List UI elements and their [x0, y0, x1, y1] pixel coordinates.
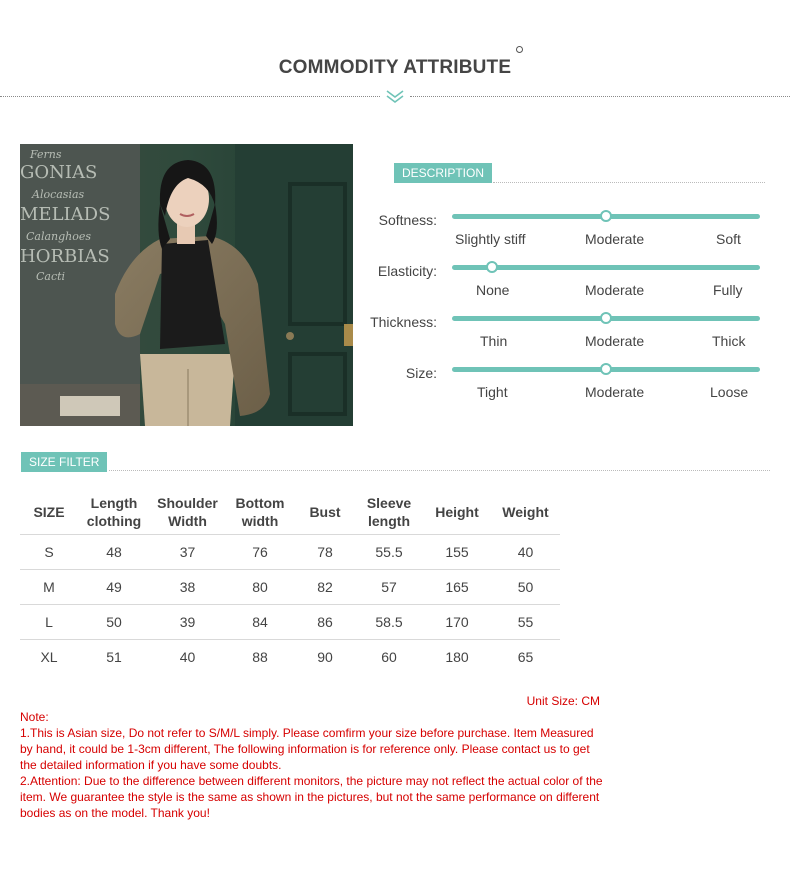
- cell: 58.5: [355, 605, 423, 640]
- cell: 90: [317, 649, 333, 665]
- window-text-4: MELIADS: [20, 204, 111, 225]
- window-text-2: GONIAS: [20, 162, 98, 183]
- product-photo: [20, 144, 353, 426]
- window-text-1: Ferns: [30, 148, 62, 161]
- size-table-header: [20, 490, 560, 535]
- cell: 155: [423, 535, 491, 570]
- cell: 80: [225, 570, 295, 605]
- cell: 39: [150, 605, 225, 640]
- cell: 82: [295, 570, 355, 605]
- thickness-indicator: [600, 312, 612, 324]
- softness-label: Softness:: [378, 212, 437, 228]
- cell: 40: [179, 649, 196, 665]
- note-line-2: 2.Attention: Due to the difference between different monitors, the picture may not reflect the actual color of the item. We guarantee the style is the same as shown in the pictures, but not the same performance on different bodies as on the model. Thank you!: [20, 774, 603, 820]
- double-chevron-down-icon: [384, 88, 406, 104]
- cell: 78: [295, 535, 355, 570]
- cell: 55.5: [355, 535, 423, 570]
- size-label: Size:: [405, 365, 437, 381]
- elasticity-scale-low: None: [476, 282, 510, 298]
- softness-indicator: [600, 210, 612, 222]
- elasticity-scale-mid: Moderate: [585, 282, 645, 298]
- header-size: SIZE: [20, 490, 78, 535]
- thickness-scale-high: Thick: [712, 333, 746, 349]
- table-row: [20, 535, 560, 570]
- cell: 65: [517, 649, 534, 665]
- elasticity-label: Elasticity:: [377, 263, 437, 279]
- size-filter-tag: SIZE FILTER: [21, 452, 107, 472]
- cell: M: [20, 570, 78, 605]
- cell: 50: [78, 605, 150, 640]
- table-row: [20, 570, 560, 605]
- window-text-3: Alocasias: [32, 188, 85, 201]
- cell: L: [20, 605, 78, 640]
- notes-title: Note:: [20, 710, 49, 724]
- header-bottom-width: Bottom width: [225, 490, 295, 535]
- size-table: [20, 490, 560, 674]
- thickness-scale-mid: Moderate: [585, 333, 645, 349]
- softness-scale-low: Slightly stiff: [455, 231, 526, 247]
- header-length-clothing: Length clothing: [78, 490, 150, 535]
- cell: 60: [381, 649, 397, 665]
- elasticity-indicator: [486, 261, 498, 273]
- header-divider-left: [0, 96, 380, 97]
- header-divider-right: [410, 96, 790, 97]
- header-height: Height: [423, 490, 491, 535]
- cell: 170: [423, 605, 491, 640]
- cell: 50: [491, 570, 560, 605]
- title-degree-mark: [516, 46, 523, 53]
- cell: 48: [78, 535, 150, 570]
- header-sleeve-length: Sleeve length: [355, 490, 423, 535]
- cell: 88: [252, 649, 268, 665]
- header-weight: Weight: [491, 490, 560, 535]
- notes: [20, 709, 605, 821]
- cell: 51: [106, 649, 122, 665]
- elasticity-track: [452, 265, 760, 270]
- header-shoulder-width: Shoulder Width: [150, 490, 225, 535]
- cell: 38: [150, 570, 225, 605]
- note-line-1: 1.This is Asian size, Do not refer to S/M/L simply. Please comfirm your size before purchase. Item Measured by hand, it could be 1-3cm different, The following information is for reference only. Please contact us to get the detailed information if you have some doubts.: [20, 726, 594, 772]
- section-title: COMMODITY ATTRIBUTE: [278, 57, 512, 78]
- cell: 49: [78, 570, 150, 605]
- cell: 76: [225, 535, 295, 570]
- window-text-7: Cacti: [36, 270, 66, 283]
- window-text-6: HORBIAS: [20, 246, 110, 267]
- cell: 165: [423, 570, 491, 605]
- description-tag: DESCRIPTION: [394, 163, 492, 183]
- cell: 55: [491, 605, 560, 640]
- cell: XL: [40, 649, 58, 665]
- cell: 40: [491, 535, 560, 570]
- cell: 86: [295, 605, 355, 640]
- thickness-label: Thickness:: [370, 314, 437, 330]
- size-scale-high: Loose: [710, 384, 749, 400]
- softness-scale-mid: Moderate: [585, 231, 645, 247]
- size-filter-divider: [109, 470, 770, 471]
- size-indicator: [600, 363, 612, 375]
- table-row: [20, 640, 560, 675]
- softness-scale-high: Soft: [716, 231, 741, 247]
- thickness-scale-low: Thin: [480, 333, 508, 349]
- size-scale-mid: Moderate: [585, 384, 645, 400]
- header-bust: Bust: [295, 490, 355, 535]
- elasticity-scale-high: Fully: [713, 282, 743, 298]
- size-scale-low: Tight: [477, 384, 508, 400]
- table-row: [20, 605, 560, 640]
- cell: 180: [445, 649, 469, 665]
- cell: S: [20, 535, 78, 570]
- unit-size-label: Unit Size: CM: [526, 694, 600, 708]
- window-text-5: Calanghoes: [26, 230, 92, 243]
- cell: 57: [355, 570, 423, 605]
- cell: 37: [150, 535, 225, 570]
- cell: 84: [225, 605, 295, 640]
- description-divider: [493, 182, 765, 183]
